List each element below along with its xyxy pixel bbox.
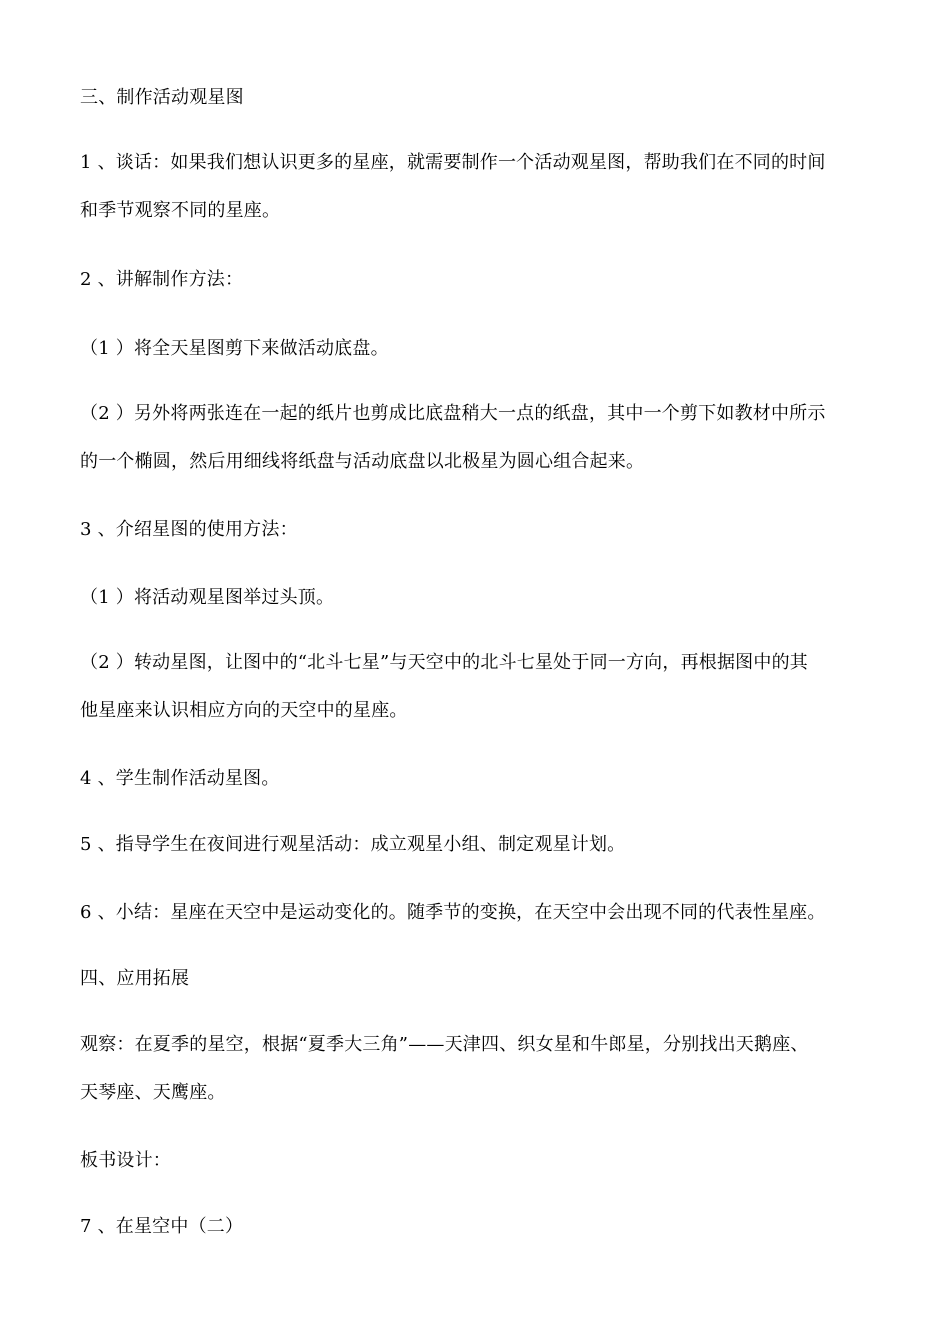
- paragraph-2-step-2-line-1: （2 ）另外将两张连在一起的纸片也剪成比底盘稍大一点的纸盘，其中一个剪下如教材中所示: [80, 403, 826, 424]
- section-heading-3: 三、制作活动观星图: [80, 87, 244, 108]
- paragraph-2: 2 、讲解制作方法：: [80, 269, 244, 290]
- paragraph-4: 4 、学生制作活动星图。: [80, 768, 280, 789]
- paragraph-3-step-1: （1 ）将活动观星图举过头顶。: [80, 587, 335, 608]
- paragraph-3: 3 、介绍星图的使用方法：: [80, 519, 298, 540]
- board-design-item-7: 7 、在星空中（二）: [80, 1216, 244, 1237]
- paragraph-6: 6 、小结：星座在天空中是运动变化的。随季节的变换，在天空中会出现不同的代表性星座。: [80, 902, 826, 923]
- paragraph-2-step-1: （1 ）将全天星图剪下来做活动底盘。: [80, 338, 389, 359]
- paragraph-3-step-2-line-2: 他星座来认识相应方向的天空中的星座。: [80, 700, 408, 721]
- paragraph-1-line-1: 1 、谈话：如果我们想认识更多的星座，就需要制作一个活动观星图，帮助我们在不同的时间: [80, 152, 826, 173]
- paragraph-2-step-2-line-2: 的一个椭圆，然后用细线将纸盘与活动底盘以北极星为圆心组合起来。: [80, 451, 645, 472]
- board-design-heading: 板书设计：: [80, 1150, 171, 1171]
- observation-line-1: 观察：在夏季的星空，根据“夏季大三角”——天津四、织女星和牛郎星，分别找出天鹅座、: [80, 1034, 809, 1055]
- observation-line-2: 天琴座、天鹰座。: [80, 1082, 226, 1103]
- paragraph-1-line-2: 和季节观察不同的星座。: [80, 200, 281, 221]
- paragraph-5: 5 、指导学生在夜间进行观星活动：成立观星小组、制定观星计划。: [80, 834, 626, 855]
- section-heading-4: 四、应用拓展: [80, 968, 190, 989]
- paragraph-3-step-2-line-1: （2 ）转动星图，让图中的“北斗七星”与天空中的北斗七星处于同一方向，再根据图中的其: [80, 652, 808, 673]
